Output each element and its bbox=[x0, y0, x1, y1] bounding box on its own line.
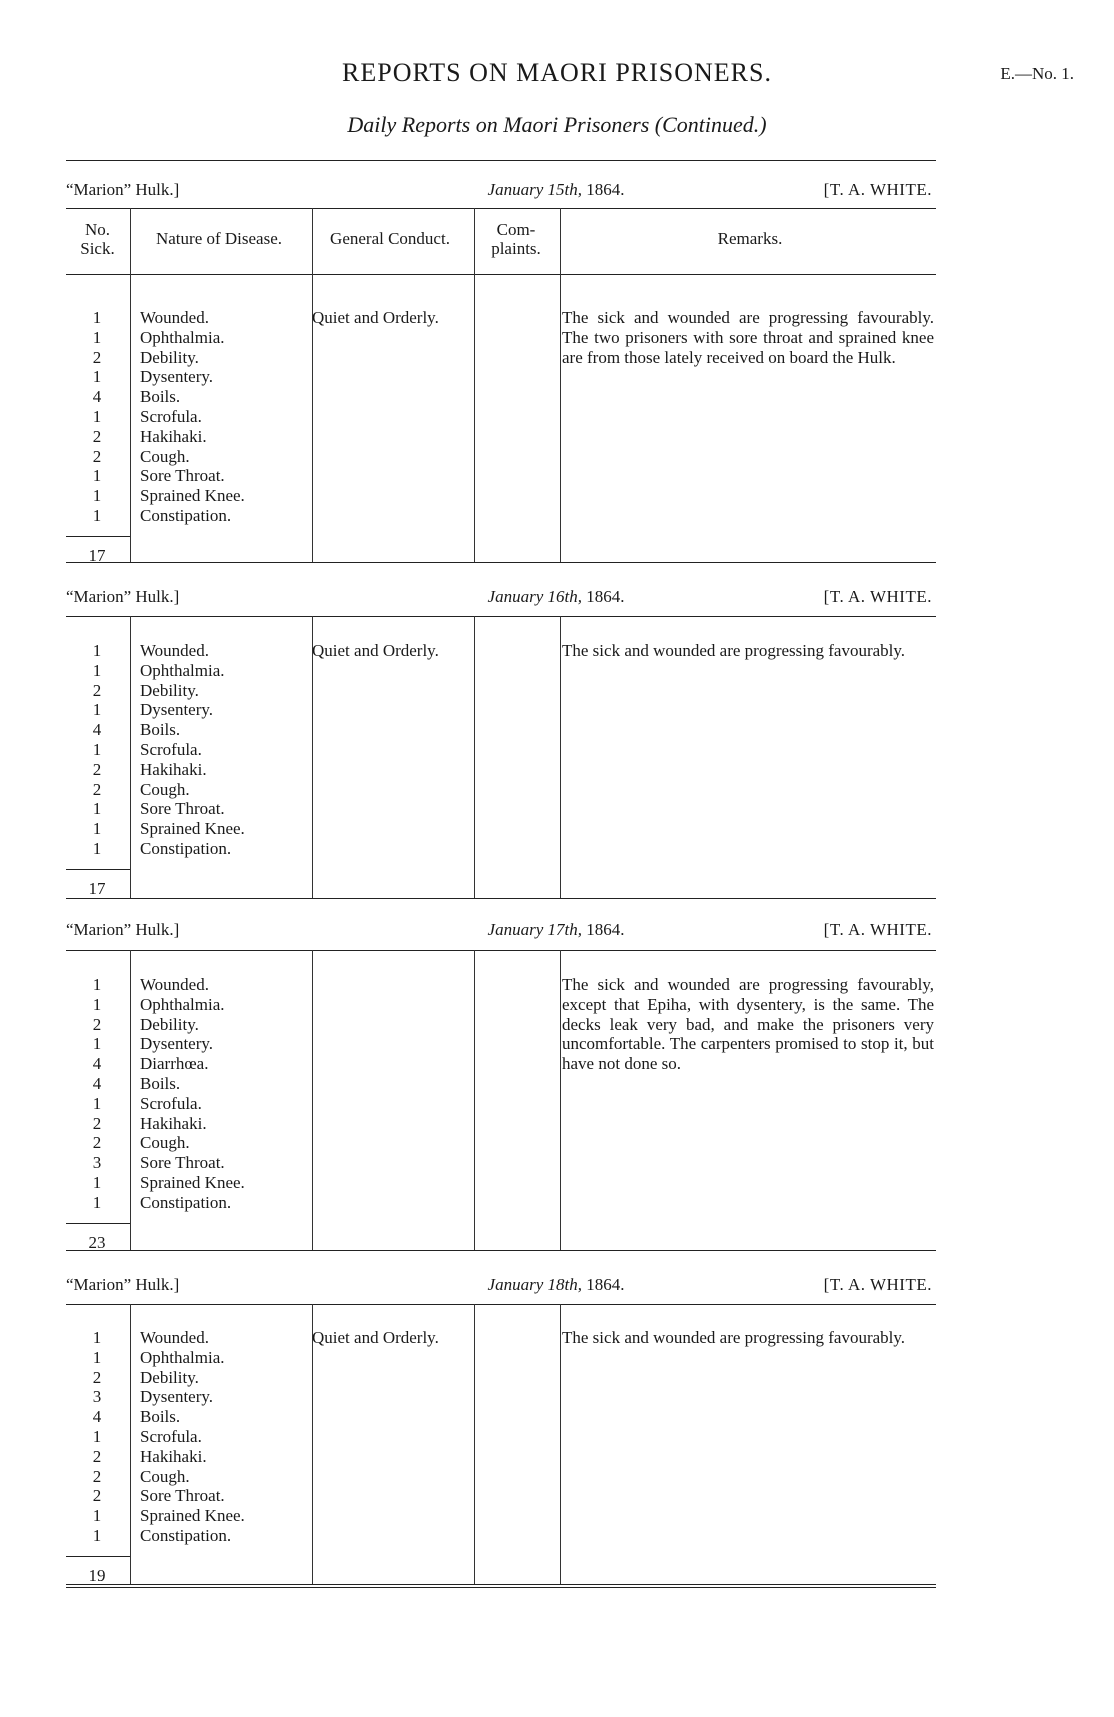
disease-name: Boils. bbox=[140, 720, 181, 740]
sick-count: 1 bbox=[92, 1093, 102, 1113]
sick-count: 1 bbox=[92, 308, 102, 327]
column-divider bbox=[130, 208, 131, 562]
section-bottom-rule bbox=[66, 898, 936, 899]
column-divider bbox=[474, 208, 475, 562]
sick-count: 1 bbox=[92, 700, 102, 720]
column-divider bbox=[560, 616, 561, 898]
report-header bbox=[66, 180, 936, 206]
column-divider bbox=[560, 950, 561, 1250]
disease-name: Sore Throat. bbox=[140, 466, 225, 486]
sick-count: 3 bbox=[92, 1387, 102, 1407]
sick-count: 1 bbox=[92, 1192, 102, 1212]
disease-name: Debility. bbox=[140, 1014, 199, 1034]
final-rule bbox=[66, 1587, 936, 1588]
disease-name: Sprained Knee. bbox=[140, 1506, 245, 1526]
sick-count: 2 bbox=[92, 347, 102, 367]
column-divider bbox=[474, 950, 475, 1250]
col-header-complaints: Com- plaints. bbox=[491, 220, 541, 258]
report-date: January 15th, 1864. bbox=[487, 180, 625, 199]
section-top-rule bbox=[66, 208, 936, 209]
sick-count: 1 bbox=[92, 505, 102, 525]
disease-name: Ophthalmia. bbox=[140, 1347, 225, 1367]
sick-count: 2 bbox=[92, 1014, 102, 1034]
column-divider bbox=[312, 208, 313, 562]
total-rule bbox=[66, 869, 130, 870]
sick-count: 1 bbox=[92, 975, 102, 994]
disease-name: Cough. bbox=[140, 779, 190, 799]
disease-name: Sprained Knee. bbox=[140, 1172, 245, 1192]
disease-name: Wounded. bbox=[140, 641, 209, 660]
sick-count: 1 bbox=[92, 466, 102, 486]
report-clerk: [T. A. WHITE. bbox=[823, 587, 932, 606]
column-divider bbox=[474, 1304, 475, 1584]
sick-count-list bbox=[66, 308, 128, 526]
col-header-remarks: Remarks. bbox=[717, 229, 783, 248]
disease-name: Ophthalmia. bbox=[140, 994, 225, 1014]
general-conduct: Quiet and Orderly. bbox=[312, 308, 439, 327]
sick-count: 2 bbox=[92, 1133, 102, 1153]
top-rule bbox=[66, 160, 936, 161]
report-date: January 18th, 1864. bbox=[487, 1275, 625, 1294]
sick-count-list bbox=[66, 641, 128, 859]
disease-list bbox=[140, 641, 300, 859]
sick-count: 1 bbox=[92, 486, 102, 506]
disease-name: Sore Throat. bbox=[140, 799, 225, 819]
disease-name: Boils. bbox=[140, 1407, 181, 1427]
sick-count: 4 bbox=[92, 720, 102, 740]
disease-name: Scrofula. bbox=[140, 1093, 202, 1113]
disease-name: Diarrhœa. bbox=[140, 1054, 209, 1074]
sick-count: 4 bbox=[92, 387, 102, 407]
disease-name: Constipation. bbox=[140, 505, 232, 525]
total-sick: 23 bbox=[88, 1232, 106, 1252]
sick-count: 1 bbox=[92, 641, 102, 660]
disease-name: Sore Throat. bbox=[140, 1486, 225, 1506]
sick-count: 2 bbox=[92, 426, 102, 446]
report-location: “Marion” Hulk.] bbox=[66, 587, 180, 606]
sick-count: 2 bbox=[92, 446, 102, 466]
disease-name: Debility. bbox=[140, 347, 199, 367]
sick-count: 2 bbox=[92, 1113, 102, 1133]
col-header-conduct: General Conduct. bbox=[330, 229, 450, 248]
col-header-no-sick: No. Sick. bbox=[80, 220, 115, 258]
sick-count: 2 bbox=[92, 1466, 102, 1486]
report-header bbox=[66, 1275, 936, 1301]
disease-name: Wounded. bbox=[140, 308, 209, 327]
sick-count: 1 bbox=[92, 660, 102, 680]
column-divider bbox=[560, 208, 561, 562]
total-rule bbox=[66, 536, 130, 537]
sick-count-list bbox=[66, 1328, 128, 1546]
sick-count: 1 bbox=[92, 1506, 102, 1526]
disease-name: Dysentery. bbox=[140, 367, 214, 387]
section-top-rule bbox=[66, 616, 936, 617]
report-clerk: [T. A. WHITE. bbox=[823, 1275, 932, 1294]
sick-count: 2 bbox=[92, 759, 102, 779]
page-reference: E.—No. 1. bbox=[1000, 64, 1074, 83]
sick-count: 1 bbox=[92, 1034, 102, 1054]
disease-name: Sprained Knee. bbox=[140, 819, 245, 839]
total-sick: 17 bbox=[88, 878, 106, 898]
disease-name: Constipation. bbox=[140, 838, 232, 858]
sick-count: 1 bbox=[92, 406, 102, 426]
disease-list bbox=[140, 1328, 300, 1546]
disease-name: Wounded. bbox=[140, 1328, 209, 1347]
sick-count: 4 bbox=[92, 1407, 102, 1427]
sick-count: 1 bbox=[92, 819, 102, 839]
column-divider bbox=[312, 950, 313, 1250]
total-sick: 19 bbox=[88, 1565, 106, 1585]
column-divider bbox=[130, 950, 131, 1250]
disease-name: Debility. bbox=[140, 680, 199, 700]
report-date: January 17th, 1864. bbox=[487, 920, 625, 939]
page-subtitle: Daily Reports on Maori Prisoners (Continued.) bbox=[347, 112, 767, 137]
disease-name: Debility. bbox=[140, 1367, 199, 1387]
sick-count: 4 bbox=[92, 1054, 102, 1074]
remarks-text: The sick and wounded are progressing favourably, except that Epiha, with dysentery, is the same. The decks leak very bad, and make the prisoners very uncomfortable. The carpenters promised to stop it, but have not done so. bbox=[562, 975, 934, 1074]
sick-count: 2 bbox=[92, 779, 102, 799]
disease-name: Cough. bbox=[140, 1133, 190, 1153]
sick-count: 1 bbox=[92, 327, 102, 347]
disease-name: Scrofula. bbox=[140, 406, 202, 426]
section-bottom-rule bbox=[66, 1584, 936, 1585]
remarks-text: The sick and wounded are progressing favourably. bbox=[562, 1328, 906, 1347]
disease-name: Hakihaki. bbox=[140, 426, 207, 446]
sick-count: 2 bbox=[92, 1446, 102, 1466]
section-bottom-rule bbox=[66, 562, 936, 563]
sick-count: 2 bbox=[92, 1367, 102, 1387]
sick-count-list bbox=[66, 975, 128, 1213]
section-top-rule bbox=[66, 950, 936, 951]
disease-name: Hakihaki. bbox=[140, 759, 207, 779]
general-conduct: Quiet and Orderly. bbox=[312, 641, 439, 660]
sick-count: 3 bbox=[92, 1153, 102, 1173]
report-date: January 16th, 1864. bbox=[487, 587, 625, 606]
total-sick: 17 bbox=[88, 545, 106, 565]
section-top-rule bbox=[66, 1304, 936, 1305]
report-location: “Marion” Hulk.] bbox=[66, 920, 180, 939]
remarks-text: The sick and wounded are progressing favourably. bbox=[562, 641, 906, 660]
column-divider bbox=[474, 616, 475, 898]
disease-name: Constipation. bbox=[140, 1192, 232, 1212]
sick-count: 1 bbox=[92, 838, 102, 858]
disease-name: Wounded. bbox=[140, 975, 209, 994]
disease-name: Ophthalmia. bbox=[140, 327, 225, 347]
header-rule bbox=[66, 274, 936, 275]
disease-name: Hakihaki. bbox=[140, 1113, 207, 1133]
col-header-nature: Nature of Disease. bbox=[155, 229, 283, 248]
report-header bbox=[66, 587, 936, 613]
disease-name: Cough. bbox=[140, 1466, 190, 1486]
column-divider bbox=[560, 1304, 561, 1584]
sick-count: 1 bbox=[92, 1172, 102, 1192]
disease-name: Constipation. bbox=[140, 1525, 232, 1545]
report-clerk: [T. A. WHITE. bbox=[823, 180, 932, 199]
sick-count: 1 bbox=[92, 739, 102, 759]
disease-list bbox=[140, 308, 300, 526]
sick-count: 1 bbox=[92, 1328, 102, 1347]
disease-name: Hakihaki. bbox=[140, 1446, 207, 1466]
disease-name: Dysentery. bbox=[140, 1387, 214, 1407]
disease-name: Cough. bbox=[140, 446, 190, 466]
sick-count: 2 bbox=[92, 680, 102, 700]
sick-count: 1 bbox=[92, 367, 102, 387]
disease-name: Scrofula. bbox=[140, 1426, 202, 1446]
report-clerk: [T. A. WHITE. bbox=[823, 920, 932, 939]
disease-list bbox=[140, 975, 300, 1213]
disease-name: Boils. bbox=[140, 387, 181, 407]
sick-count: 2 bbox=[92, 1486, 102, 1506]
remarks-text: The sick and wounded are progressing favourably. The two prisoners with sore throat and sprained knee are from those lately received on board the Hulk. bbox=[562, 308, 934, 367]
total-rule bbox=[66, 1556, 130, 1557]
column-divider bbox=[130, 1304, 131, 1584]
disease-name: Scrofula. bbox=[140, 739, 202, 759]
column-divider bbox=[130, 616, 131, 898]
disease-name: Boils. bbox=[140, 1073, 181, 1093]
sick-count: 1 bbox=[92, 1347, 102, 1367]
sick-count: 1 bbox=[92, 1426, 102, 1446]
sick-count: 1 bbox=[92, 1525, 102, 1545]
disease-name: Ophthalmia. bbox=[140, 660, 225, 680]
sick-count: 1 bbox=[92, 994, 102, 1014]
total-rule bbox=[66, 1223, 130, 1224]
section-bottom-rule bbox=[66, 1250, 936, 1251]
disease-name: Dysentery. bbox=[140, 700, 214, 720]
page-title: REPORTS ON MAORI PRISONERS. bbox=[342, 58, 772, 87]
report-location: “Marion” Hulk.] bbox=[66, 1275, 180, 1294]
sick-count: 1 bbox=[92, 799, 102, 819]
report-header bbox=[66, 920, 936, 946]
report-location: “Marion” Hulk.] bbox=[66, 180, 180, 199]
disease-name: Sprained Knee. bbox=[140, 486, 245, 506]
general-conduct: Quiet and Orderly. bbox=[312, 1328, 439, 1347]
disease-name: Sore Throat. bbox=[140, 1153, 225, 1173]
sick-count: 4 bbox=[92, 1073, 102, 1093]
disease-name: Dysentery. bbox=[140, 1034, 214, 1054]
